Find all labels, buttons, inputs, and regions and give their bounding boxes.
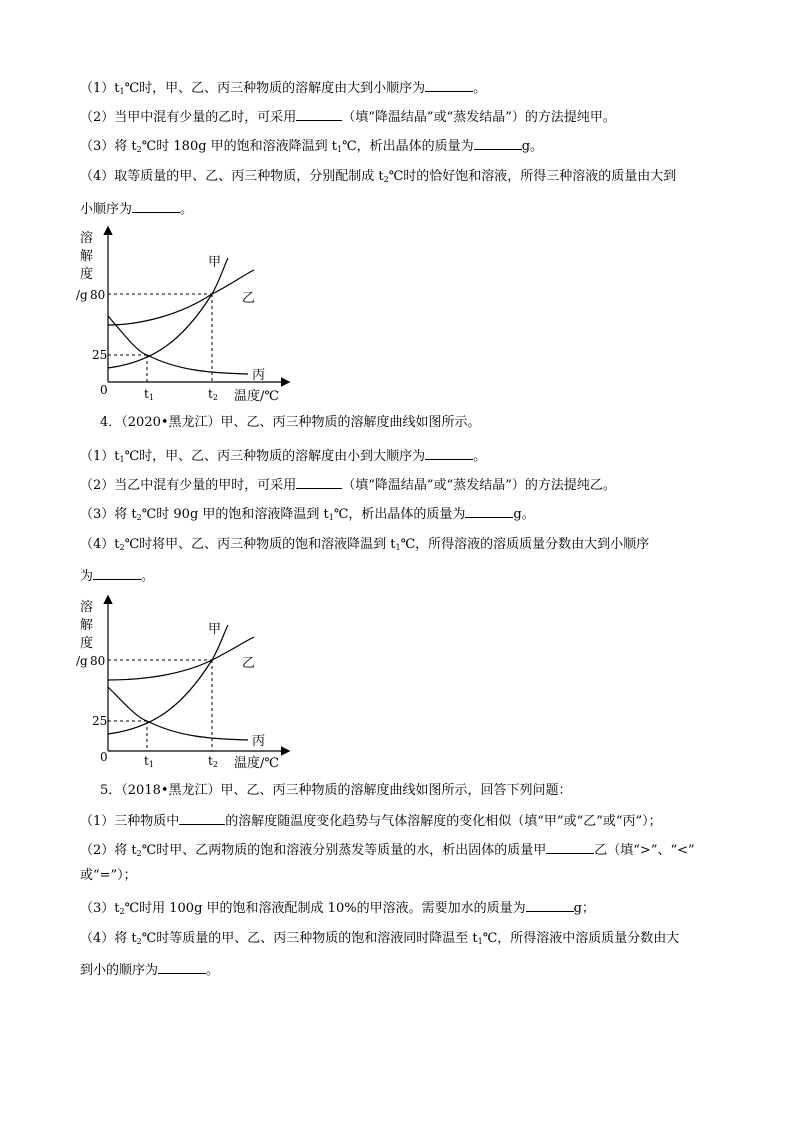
curve-bing	[108, 316, 248, 374]
curve-bing	[108, 687, 248, 740]
svg-text:t2	[208, 754, 218, 769]
x-label: 温度/℃	[234, 756, 279, 771]
answer-blank[interactable]	[132, 200, 180, 213]
t1-label: t	[144, 754, 149, 768]
x-label: 温度/℃	[234, 389, 279, 402]
t1-sub: 1	[148, 760, 154, 769]
ylabel-char: 溶	[80, 231, 94, 246]
answer-blank[interactable]	[296, 476, 342, 489]
svg-text:t2	[208, 387, 218, 402]
curve-jia	[108, 258, 228, 368]
label-jia: 甲	[208, 255, 222, 270]
answer-blank[interactable]	[296, 108, 342, 121]
t2-sub: 2	[212, 760, 218, 769]
p4-title: 4．（2020•黑龙江）甲、乙、丙三种物质的溶解度曲线如图所示。	[100, 415, 481, 430]
answer-blank[interactable]	[158, 961, 206, 974]
curve-yi	[108, 637, 254, 680]
y-unit: /g	[76, 654, 88, 668]
b1-q2: （2）当甲中混有少量的乙时，可采用 （填“降温结晶”或“蒸发结晶”）的方法提纯甲。	[80, 110, 616, 125]
svg-text:t1	[144, 387, 154, 402]
y-tick-25: 25	[92, 348, 108, 362]
b1-q1: $(1)t_1℃$时，甲、乙、丙三种物质的溶解度由大到小顺序为 。	[80, 81, 487, 96]
p4-q4-cont: 为 。	[80, 569, 155, 584]
t2-sub: 2	[212, 393, 218, 402]
answer-blank[interactable]	[526, 899, 574, 912]
p4-q2: （2）当乙中混有少量的甲时，可采用 （填“降温结晶”或“蒸发结晶”）的方法提纯乙。	[80, 478, 616, 493]
ylabel-char: 度	[80, 636, 94, 651]
answer-blank[interactable]	[93, 567, 141, 580]
b1-q3: （3）将 $t_2℃$时 180g 甲的饱和溶液降温到 $t_1℃$，析出晶体的质量为 g。	[80, 139, 544, 154]
curve-yi	[108, 270, 254, 325]
svg-text:t1	[144, 754, 154, 769]
answer-blank[interactable]	[546, 841, 594, 854]
p5-title: 5．（2018•黑龙江）甲、乙、丙三种物质的溶解度曲线如图所示，回答下列问题：	[100, 783, 572, 798]
ylabel-char: 解	[80, 618, 94, 633]
ylabel-char: 解	[80, 249, 94, 264]
y-unit: /g	[76, 288, 88, 302]
answer-blank[interactable]	[425, 447, 473, 460]
p5-q3: $(3)t_2℃$时用 100g 甲的饱和溶液配制成 10%的甲溶液。需要加水的质量为 g；	[80, 901, 595, 916]
answer-blank[interactable]	[425, 79, 473, 92]
answer-blank[interactable]	[179, 812, 225, 825]
p5-q2-cont: 或“=”）；	[80, 868, 137, 883]
label-bing: 丙	[252, 368, 266, 383]
p5-q2: （2）将 $t_2℃$时甲、乙两物质的饱和溶液分别蒸发等质量的水，析出固体的质量甲 乙（填“>”、“<”	[80, 843, 695, 858]
t1-label: t	[144, 387, 149, 401]
p5-q4-cont: 到小的顺序为 。	[80, 963, 220, 978]
b1-q4: （4）取等质量的甲、乙、丙三种物质，分别配制成 $t_2℃$时的恰好饱和溶液，所得三种溶液的质量由大到	[80, 169, 677, 184]
ylabel-char: 溶	[80, 600, 94, 615]
label-yi: 乙	[242, 291, 256, 306]
ylabel-char: 度	[80, 267, 94, 282]
t2-label: t	[208, 754, 213, 768]
label-bing: 丙	[252, 734, 266, 749]
answer-blank[interactable]	[474, 137, 522, 150]
y-tick-25: 25	[92, 714, 108, 728]
t1-sub: 1	[148, 393, 154, 402]
y-tick-80: 80	[90, 288, 106, 302]
label-yi: 乙	[242, 656, 256, 671]
p5-q1: （1）三种物质中 的溶解度随温度变化趋势与气体溶解度的变化相似（填“甲”或“乙”或“丙”）；	[80, 814, 662, 829]
origin-label: 0	[100, 383, 108, 397]
p4-q1: $(1)t_1℃$时，甲、乙、丙三种物质的溶解度由小到大顺序为 。	[80, 449, 487, 464]
p4-q3: （3）将 $t_2℃$时 90g 甲的饱和溶液降温到 $t_1℃$，析出晶体的质量为 g。	[80, 507, 535, 522]
solubility-graph-2	[72, 591, 302, 771]
label-jia: 甲	[208, 622, 222, 637]
y-tick-80: 80	[90, 654, 106, 668]
t2-label: t	[208, 387, 213, 401]
p4-q4: $(4)t_2℃$时将甲、乙、丙三种物质的饱和溶液降温到 $t_1℃$，所得溶液的溶质质量分数由大到小顺序	[80, 537, 650, 552]
answer-blank[interactable]	[465, 505, 513, 518]
solubility-graph-1	[72, 222, 302, 402]
b1-q4-cont: 小顺序为 。	[80, 202, 194, 217]
p5-q4: （4）将 $t_2℃$时等质量的甲、乙、丙三种物质的饱和溶液同时降温至 $t_1℃$，所得溶液中溶质质量分数由大	[80, 931, 680, 946]
origin-label: 0	[100, 750, 108, 764]
